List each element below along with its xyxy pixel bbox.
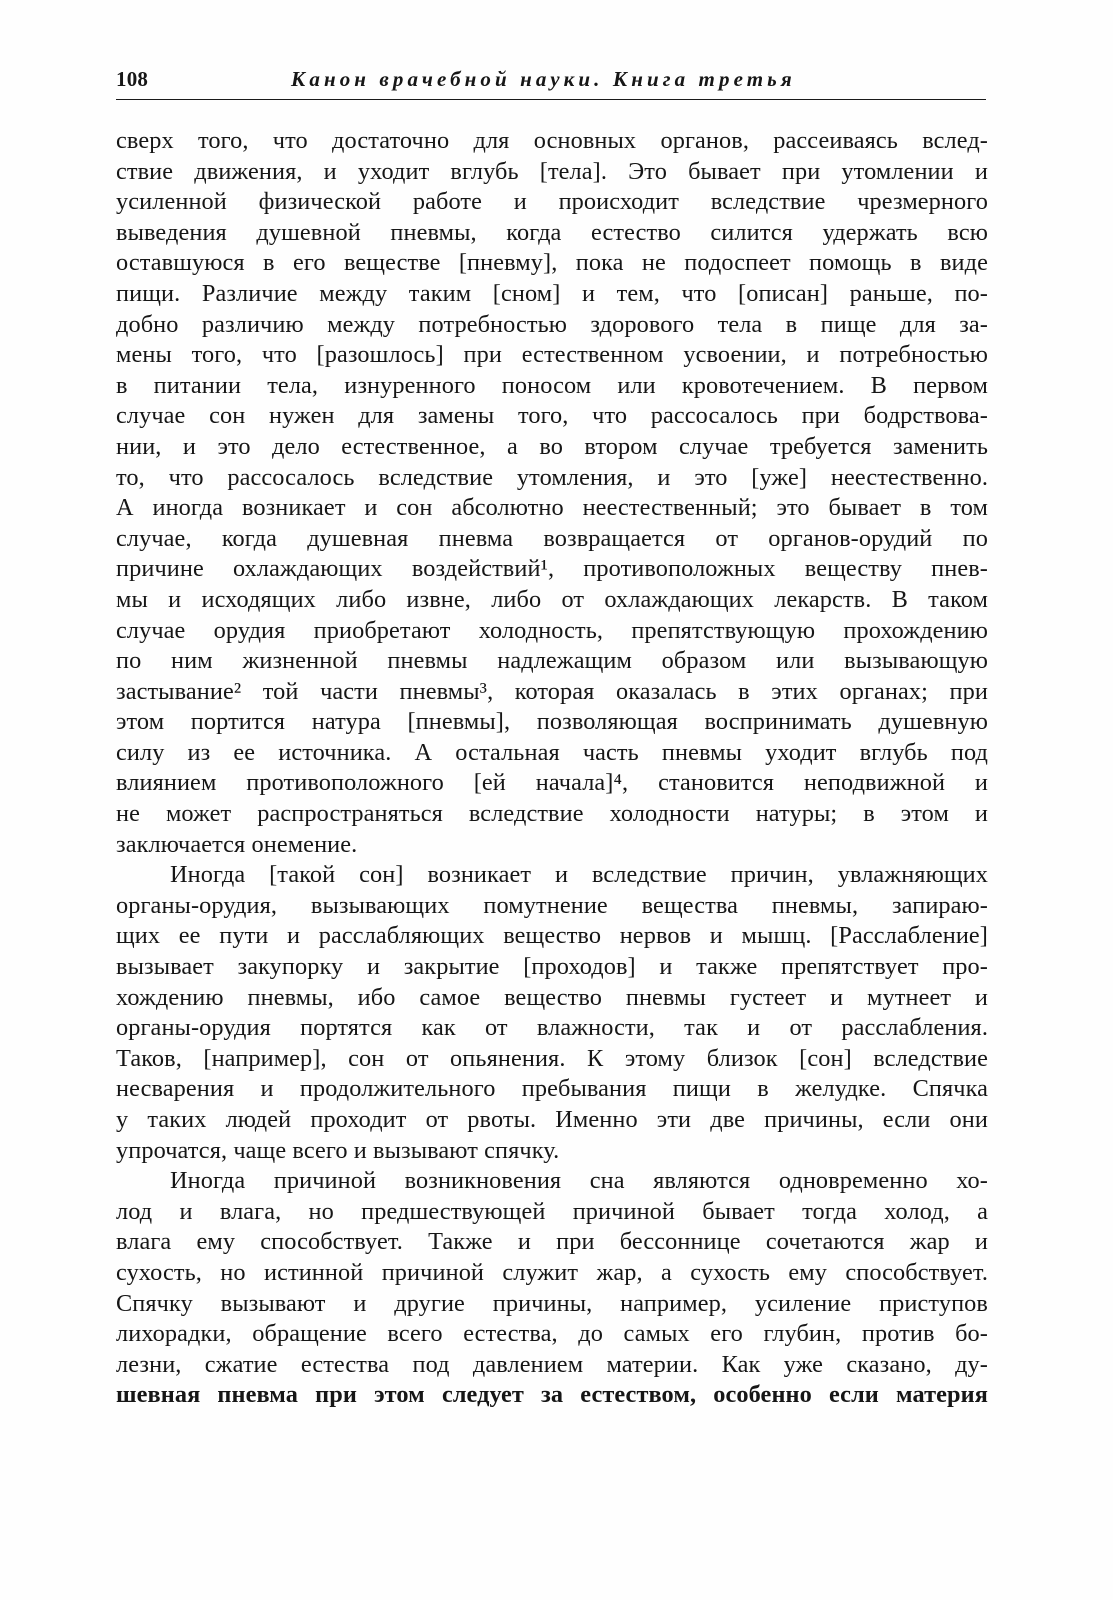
page-number: 108 [116,67,149,91]
paragraph-end-line: упрочатся, чаще всего и вызывают спячку. [116,1136,560,1164]
text-line: причине охлаждающих воздействий¹, противоположных веществу пнев- [116,555,988,583]
text-line: оставшуюся в его веществе [пневму], пока не подоспеет помощь в виде [116,249,988,277]
text-line: случае орудия приобретают холодность, препятствующую прохождению [116,616,988,644]
text-line: лезни, сжатие естества под давлением материи. Как уже сказано, ду- [116,1350,988,1378]
text-line: пищи. Различие между таким [сном] и тем, что [описан] раньше, по- [116,279,988,307]
text-line: несварения и продолжительного пребывания пищи в желудке. Спячка [116,1075,988,1103]
text-line: мы и исходящих либо извне, либо от охлаждающих лекарств. В таком [116,585,988,613]
running-header [116,63,986,100]
text-line: усиленной физической работе и происходит вследствие чрезмерного [116,188,988,216]
text-line: щих ее пути и расслабляющих вещество нервов и мышц. [Расслабление] [116,922,988,950]
text-line: сверх того, что достаточно для основных органов, рассеиваясь вслед- [116,127,988,154]
text-line: нии, и это дело естественное, а во втором случае требуется заменить [116,432,988,460]
text-line: органы-орудия портятся как от влажности, так и от расслабления. [116,1014,988,1042]
text-line: силу из ее источника. А остальная часть пневмы уходит вглубь под [116,738,988,766]
text-line: влага ему способствует. Также и при бессоннице сочетаются жар и [116,1228,988,1256]
text-line: сухость, но истинной причиной служит жар, а сухость ему способствует. [116,1258,988,1286]
text-line: вызывает закупорку и закрытие [проходов] и также препятствует про- [116,953,988,981]
text-line: в питании тела, изнуренного поносом или кровотечением. В первом [116,371,988,399]
text-line: органы-орудия, вызывающих помутнение вещества пневмы, запираю- [116,891,988,919]
text-line: не может распространяться вследствие холодности натуры; в этом и [116,800,988,828]
text-line: шевная пневма при этом следует за естеством, особенно если материя [116,1381,988,1409]
paragraph-start-line: Иногда [такой сон] возникает и вследствие причин, увлажняющих [170,861,988,889]
text-line: хождению пневмы, ибо самое вещество пневмы густеет и мутнеет и [116,983,988,1011]
paragraph-end-line: заключается онемение. [116,830,358,858]
text-line: А иногда возникает и сон абсолютно неестественный; это бывает в том [116,494,988,522]
text-line: этом портится натура [пневмы], позволяющая воспринимать душевную [116,708,988,736]
text-line: у таких людей проходит от рвоты. Именно эти две причины, если они [116,1106,988,1133]
text-line: лихорадки, обращение всего естества, до самых его глубин, против бо- [116,1320,988,1348]
body-text [116,126,988,1411]
text-line: Таков, [например], сон от опьянения. К этому близок [сон] вследствие [116,1044,988,1072]
text-line: ствие движения, и уходит вглубь [тела]. Это бывает при утомлении и [116,157,988,185]
running-title: Канон врачебной науки. Книга третья [291,67,796,91]
paragraph-start-line: Иногда причиной возникновения сна являются одновременно хо- [170,1167,988,1195]
text-line: случае сон нужен для замены того, что рассосалось при бодрствова- [116,402,988,430]
text-line: Спячку вызывают и другие причины, например, усиление приступов [116,1289,988,1317]
text-line: добно различию между потребностью здорового тела в пище для за- [116,310,988,338]
text-line: по ним жизненной пневмы надлежащим образом или вызывающую [116,647,988,675]
text-line: случае, когда душевная пневма возвращается от органов-орудий по [116,524,988,552]
text-line: выведения душевной пневмы, когда естество силится удержать всю [116,218,988,246]
text-line: мены того, что [разошлось] при естественном усвоении, и потребностью [116,341,988,369]
text-line: то, что рассосалось вследствие утомления, и это [уже] неестественно. [116,463,988,491]
text-line: застывание² той части пневмы³, которая оказалась в этих органах; при [116,677,988,705]
text-line: влиянием противоположного [ей начала]⁴, становится неподвижной и [116,769,988,797]
text-line: лод и влага, но предшествующей причиной бывает тогда холод, а [116,1197,988,1225]
